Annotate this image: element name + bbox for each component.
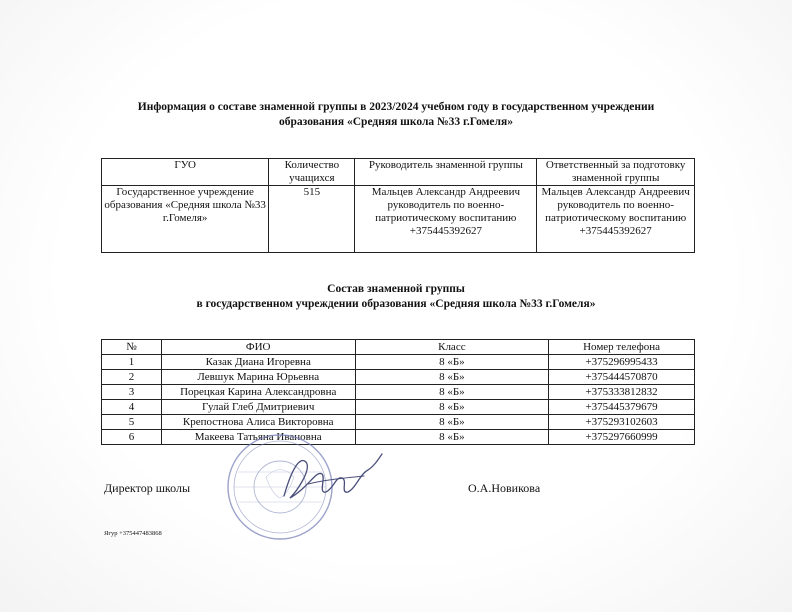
table-row — [102, 355, 695, 370]
director-signature — [278, 448, 388, 508]
title-line-1: Информация о составе знаменной группы в 2023/2024 учебном году в государственном учреждении — [137, 101, 655, 113]
row-name: Казак Диана Игоревна — [161, 355, 355, 370]
row-phone: +375445379679 — [549, 400, 695, 415]
composition-title — [100, 282, 692, 312]
row-phone: +375444570870 — [549, 370, 695, 385]
cell-leader: Мальцев Александр Андреевич руководитель по военно-патриотическому воспитанию +375445392627 — [355, 186, 537, 253]
row-class: 8 «Б» — [355, 355, 549, 370]
row-number: 4 — [102, 400, 162, 415]
row-phone: +375296995433 — [549, 355, 695, 370]
cell-count: 515 — [269, 186, 355, 253]
row-name: Макеева Татьяна Ивановна — [161, 430, 355, 445]
document-title — [100, 100, 692, 130]
header-phone: Номер телефона — [549, 340, 695, 355]
table-row — [102, 415, 695, 430]
members-table-header — [102, 340, 695, 355]
row-class: 8 «Б» — [355, 385, 549, 400]
row-name: Гулай Глеб Дмитриевич — [161, 400, 355, 415]
header-responsible: Ответственный за подготовку знаменной группы — [537, 159, 695, 186]
row-number: 1 — [102, 355, 162, 370]
header-name: ФИО — [161, 340, 355, 355]
row-class: 8 «Б» — [355, 400, 549, 415]
row-name: Левшук Марина Юрьевна — [161, 370, 355, 385]
row-number: 5 — [102, 415, 162, 430]
header-number: № — [102, 340, 162, 355]
header-school: ГУО — [102, 159, 269, 186]
row-phone: +375293102603 — [549, 415, 695, 430]
members-table — [101, 339, 695, 445]
cell-school: Государственное учреждение образования «Средняя школа №33 г.Гомеля» — [102, 186, 269, 253]
table-row — [102, 400, 695, 415]
header-count: Количество учащихся — [269, 159, 355, 186]
info-table — [101, 158, 695, 253]
table-row — [102, 385, 695, 400]
row-class: 8 «Б» — [355, 415, 549, 430]
row-phone: +375333812832 — [549, 385, 695, 400]
director-title: Директор школы — [104, 481, 191, 495]
row-number: 3 — [102, 385, 162, 400]
row-name: Порецкая Карина Александровна — [161, 385, 355, 400]
row-class: 8 «Б» — [355, 370, 549, 385]
cell-responsible: Мальцев Александр Андреевич руководитель по военно-патриотическому воспитанию +375445392627 — [537, 186, 695, 253]
row-name: Крепостнова Алиса Викторовна — [161, 415, 355, 430]
table-row — [102, 370, 695, 385]
title-line-2: образования «Средняя школа №33 г.Гомеля» — [279, 116, 513, 128]
row-number: 6 — [102, 430, 162, 445]
executor-note: Ягур +375447483868 — [104, 530, 162, 537]
composition-title-line-2: в государственном учреждении образования «Средняя школа №33 г.Гомеля» — [196, 298, 596, 310]
composition-title-line-1: Состав знаменной группы — [327, 283, 465, 295]
director-name: О.А.Новикова — [468, 481, 541, 495]
info-table-header — [102, 159, 695, 186]
row-class: 8 «Б» — [355, 430, 549, 445]
table-row — [102, 430, 695, 445]
header-leader: Руководитель знаменной группы — [355, 159, 537, 186]
row-number: 2 — [102, 370, 162, 385]
header-class: Класс — [355, 340, 549, 355]
info-table-row — [102, 186, 695, 253]
row-phone: +375297660999 — [549, 430, 695, 445]
